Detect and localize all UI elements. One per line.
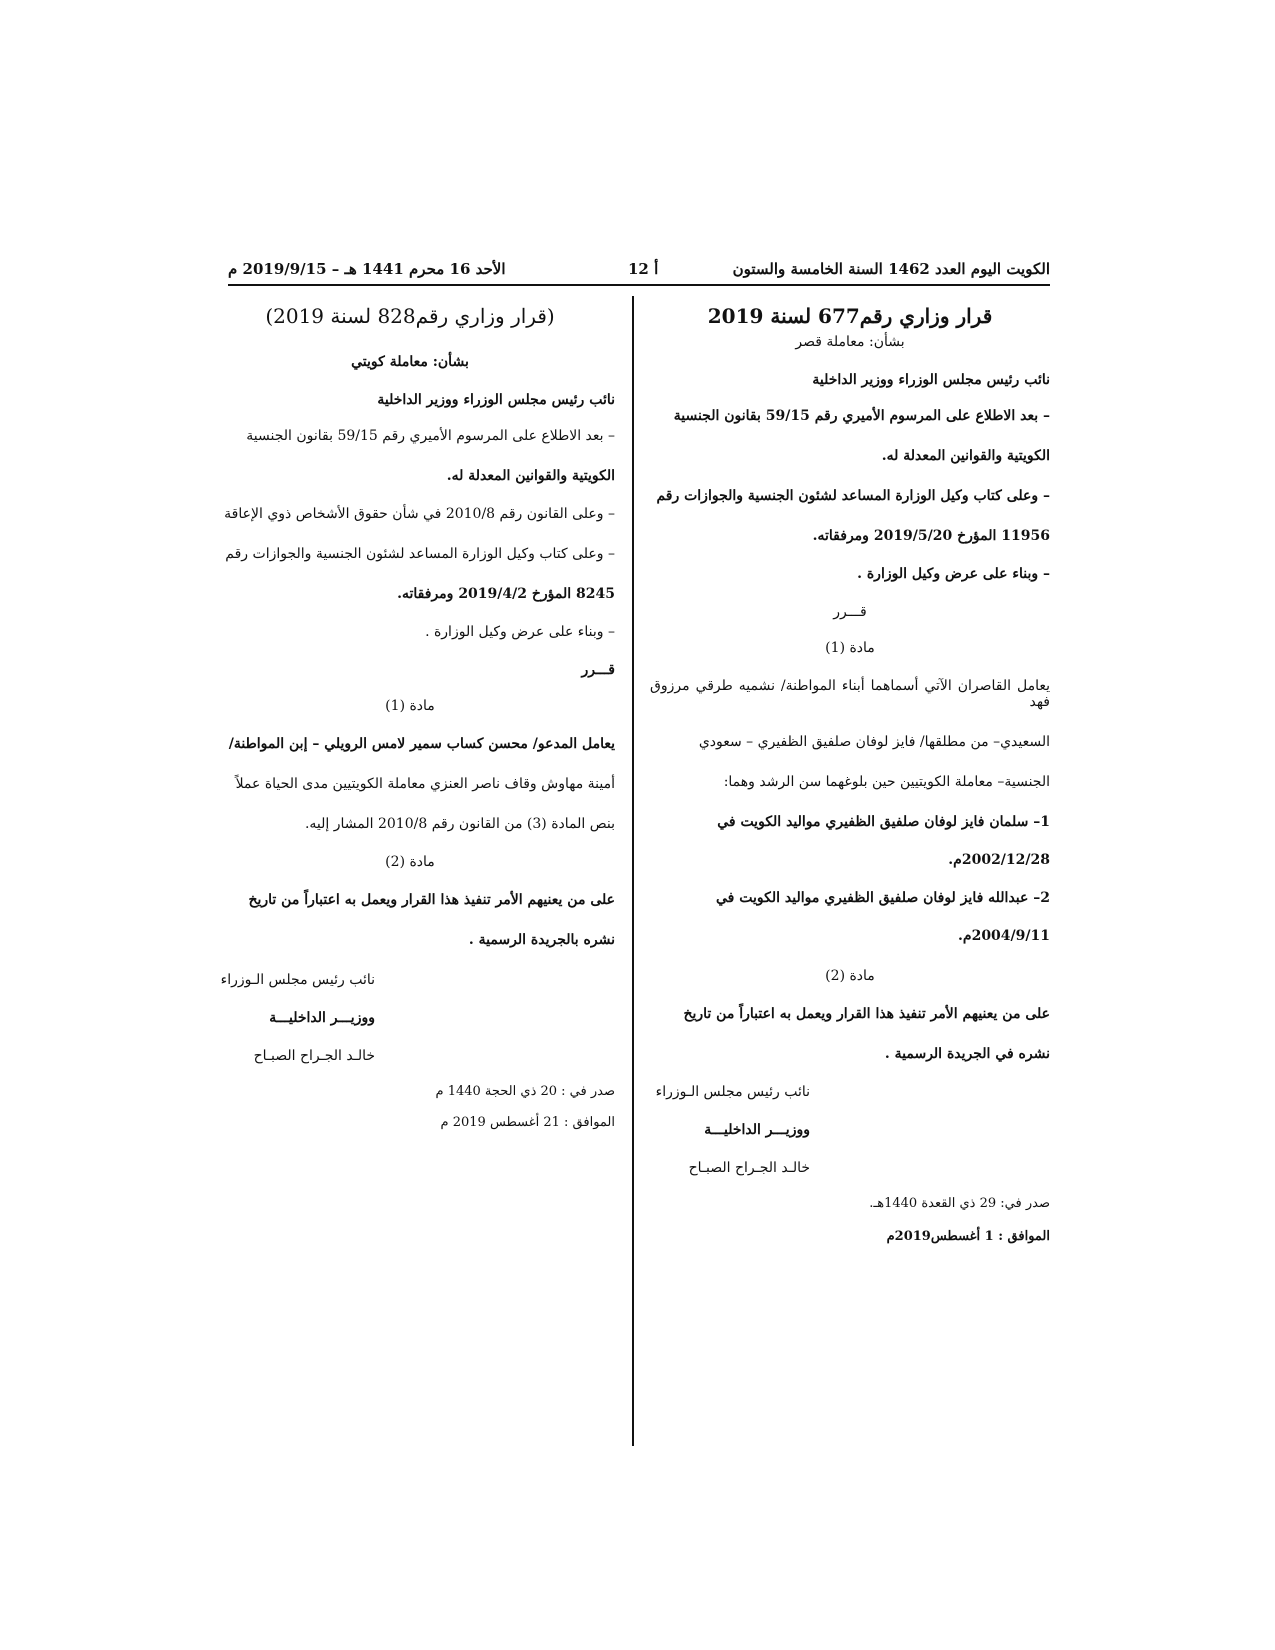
decided: قـــرر bbox=[581, 662, 615, 678]
issuer: نائب رئيس مجلس الوزراء ووزير الداخلية bbox=[377, 392, 615, 408]
article-1-text: بنص المادة (3) من القانون رقم 2010/8 المشار إليه. bbox=[304, 816, 615, 832]
article-2-text: على من يعنيهم الأمر تنفيذ هذا القرار ويعمل به اعتباراً من تاريخ bbox=[683, 1006, 1050, 1022]
decision-title: (قرار وزاري رقم828 لسنة 2019) bbox=[265, 304, 555, 328]
list-item: 2004/9/11م. bbox=[958, 928, 1050, 944]
article-2-text: على من يعنيهم الأمر تنفيذ هذا القرار ويعمل به اعتباراً من تاريخ bbox=[248, 892, 615, 908]
signature-title: ووزيـــر الداخليـــة bbox=[704, 1122, 810, 1138]
preamble-2: – وعلى القانون رقم 2010/8 في شأن حقوق الأشخاص ذوي الإعاقة bbox=[224, 506, 615, 522]
list-item: 2– عبدالله فايز لوفان صلفيق الظفيري مواليد الكويت في bbox=[716, 890, 1050, 906]
article-1-text: أمينة مهاوش وقاف ناصر العنزي معاملة الكويتيين مدى الحياة عملاً bbox=[235, 776, 615, 792]
issued-date: صدر في : 20 ذي الحجة 1440 م bbox=[435, 1084, 615, 1099]
decision-title: قرار وزاري رقم677 لسنة 2019 bbox=[707, 304, 993, 328]
article-1-heading: مادة (1) bbox=[385, 698, 435, 714]
decision-828 bbox=[205, 300, 615, 1130]
list-item: 1– سلمان فايز لوفان صلفيق الظفيري مواليد الكويت في bbox=[717, 814, 1050, 830]
issuer: نائب رئيس مجلس الوزراء ووزير الداخلية bbox=[812, 372, 1050, 388]
header-issue: الكويت اليوم العدد 1462 السنة الخامسة والستون bbox=[732, 260, 1050, 278]
article-1-text: الجنسية– معاملة الكويتيين حين بلوغهما سن الرشد وهما: bbox=[723, 774, 1050, 790]
preamble-2: – وعلى كتاب وكيل الوزارة المساعد لشئون الجنسية والجوازات رقم bbox=[656, 488, 1050, 504]
signature-name: خالـد الجـراح الصبـاح bbox=[688, 1160, 810, 1176]
article-2-text: نشره بالجريدة الرسمية . bbox=[468, 932, 615, 948]
signature-title: ووزيـــر الداخليـــة bbox=[269, 1010, 375, 1026]
header-date: الأحد 16 محرم 1441 هـ – 2019/9/15 م bbox=[228, 260, 506, 278]
signature-title: نائب رئيس مجلس الـوزراء bbox=[655, 1084, 810, 1100]
header-rule bbox=[228, 284, 1050, 286]
decision-677 bbox=[650, 300, 1050, 1244]
corresponding-date: الموافق : 21 أغسطس 2019 م bbox=[440, 1115, 615, 1130]
header-page-number: أ 12 bbox=[628, 260, 659, 278]
article-2-text: نشره في الجريدة الرسمية . bbox=[884, 1046, 1050, 1062]
preamble-3: – وبناء على عرض وكيل الوزارة . bbox=[857, 566, 1050, 582]
article-2-heading: مادة (2) bbox=[385, 854, 435, 870]
signature-name: خالـد الجـراح الصبـاح bbox=[253, 1048, 375, 1064]
preamble-1: – بعد الاطلاع على المرسوم الأميري رقم 59/15 بقانون الجنسية bbox=[246, 428, 615, 444]
preamble-1: – بعد الاطلاع على المرسوم الأميري رقم 59/15 بقانون الجنسية bbox=[673, 408, 1050, 424]
preamble-2-cont: 11956 المؤرخ 2019/5/20 ومرفقاته. bbox=[812, 528, 1050, 544]
list-item: 2002/12/28م. bbox=[948, 852, 1050, 868]
preamble-3-cont: 8245 المؤرخ 2019/4/2 ومرفقاته. bbox=[397, 586, 615, 602]
page-header bbox=[228, 258, 1050, 286]
column-divider bbox=[632, 296, 634, 1446]
decision-subject: بشأن: معاملة كويتي bbox=[351, 354, 469, 370]
decided: قـــرر bbox=[833, 604, 867, 620]
article-1-text: يعامل القاصران الآتي أسماهما أبناء المواطنة/ نشميه طرقي مرزوق فهد bbox=[650, 678, 1050, 710]
preamble-4: – وبناء على عرض وكيل الوزارة . bbox=[425, 624, 615, 640]
decision-subject: بشأن: معاملة قصر bbox=[795, 334, 905, 350]
preamble-1-cont: الكويتية والقوانين المعدلة له. bbox=[446, 468, 615, 484]
issued-date: صدر في: 29 ذي القعدة 1440هـ. bbox=[869, 1196, 1050, 1211]
article-1-text: يعامل المدعو/ محسن كساب سمير لامس الرويلي – إبن المواطنة/ bbox=[228, 736, 615, 752]
article-1-heading: مادة (1) bbox=[825, 640, 875, 656]
signature-title: نائب رئيس مجلس الـوزراء bbox=[220, 972, 375, 988]
article-1-text: السعيدي– من مطلقها/ فايز لوفان صلفيق الظفيري – سعودي bbox=[698, 734, 1050, 750]
preamble-1-cont: الكويتية والقوانين المعدلة له. bbox=[881, 448, 1050, 464]
preamble-3: – وعلى كتاب وكيل الوزارة المساعد لشئون الجنسية والجوازات رقم bbox=[225, 546, 615, 562]
article-2-heading: مادة (2) bbox=[825, 968, 875, 984]
corresponding-date: الموافق : 1 أغسطس2019م bbox=[886, 1229, 1050, 1244]
